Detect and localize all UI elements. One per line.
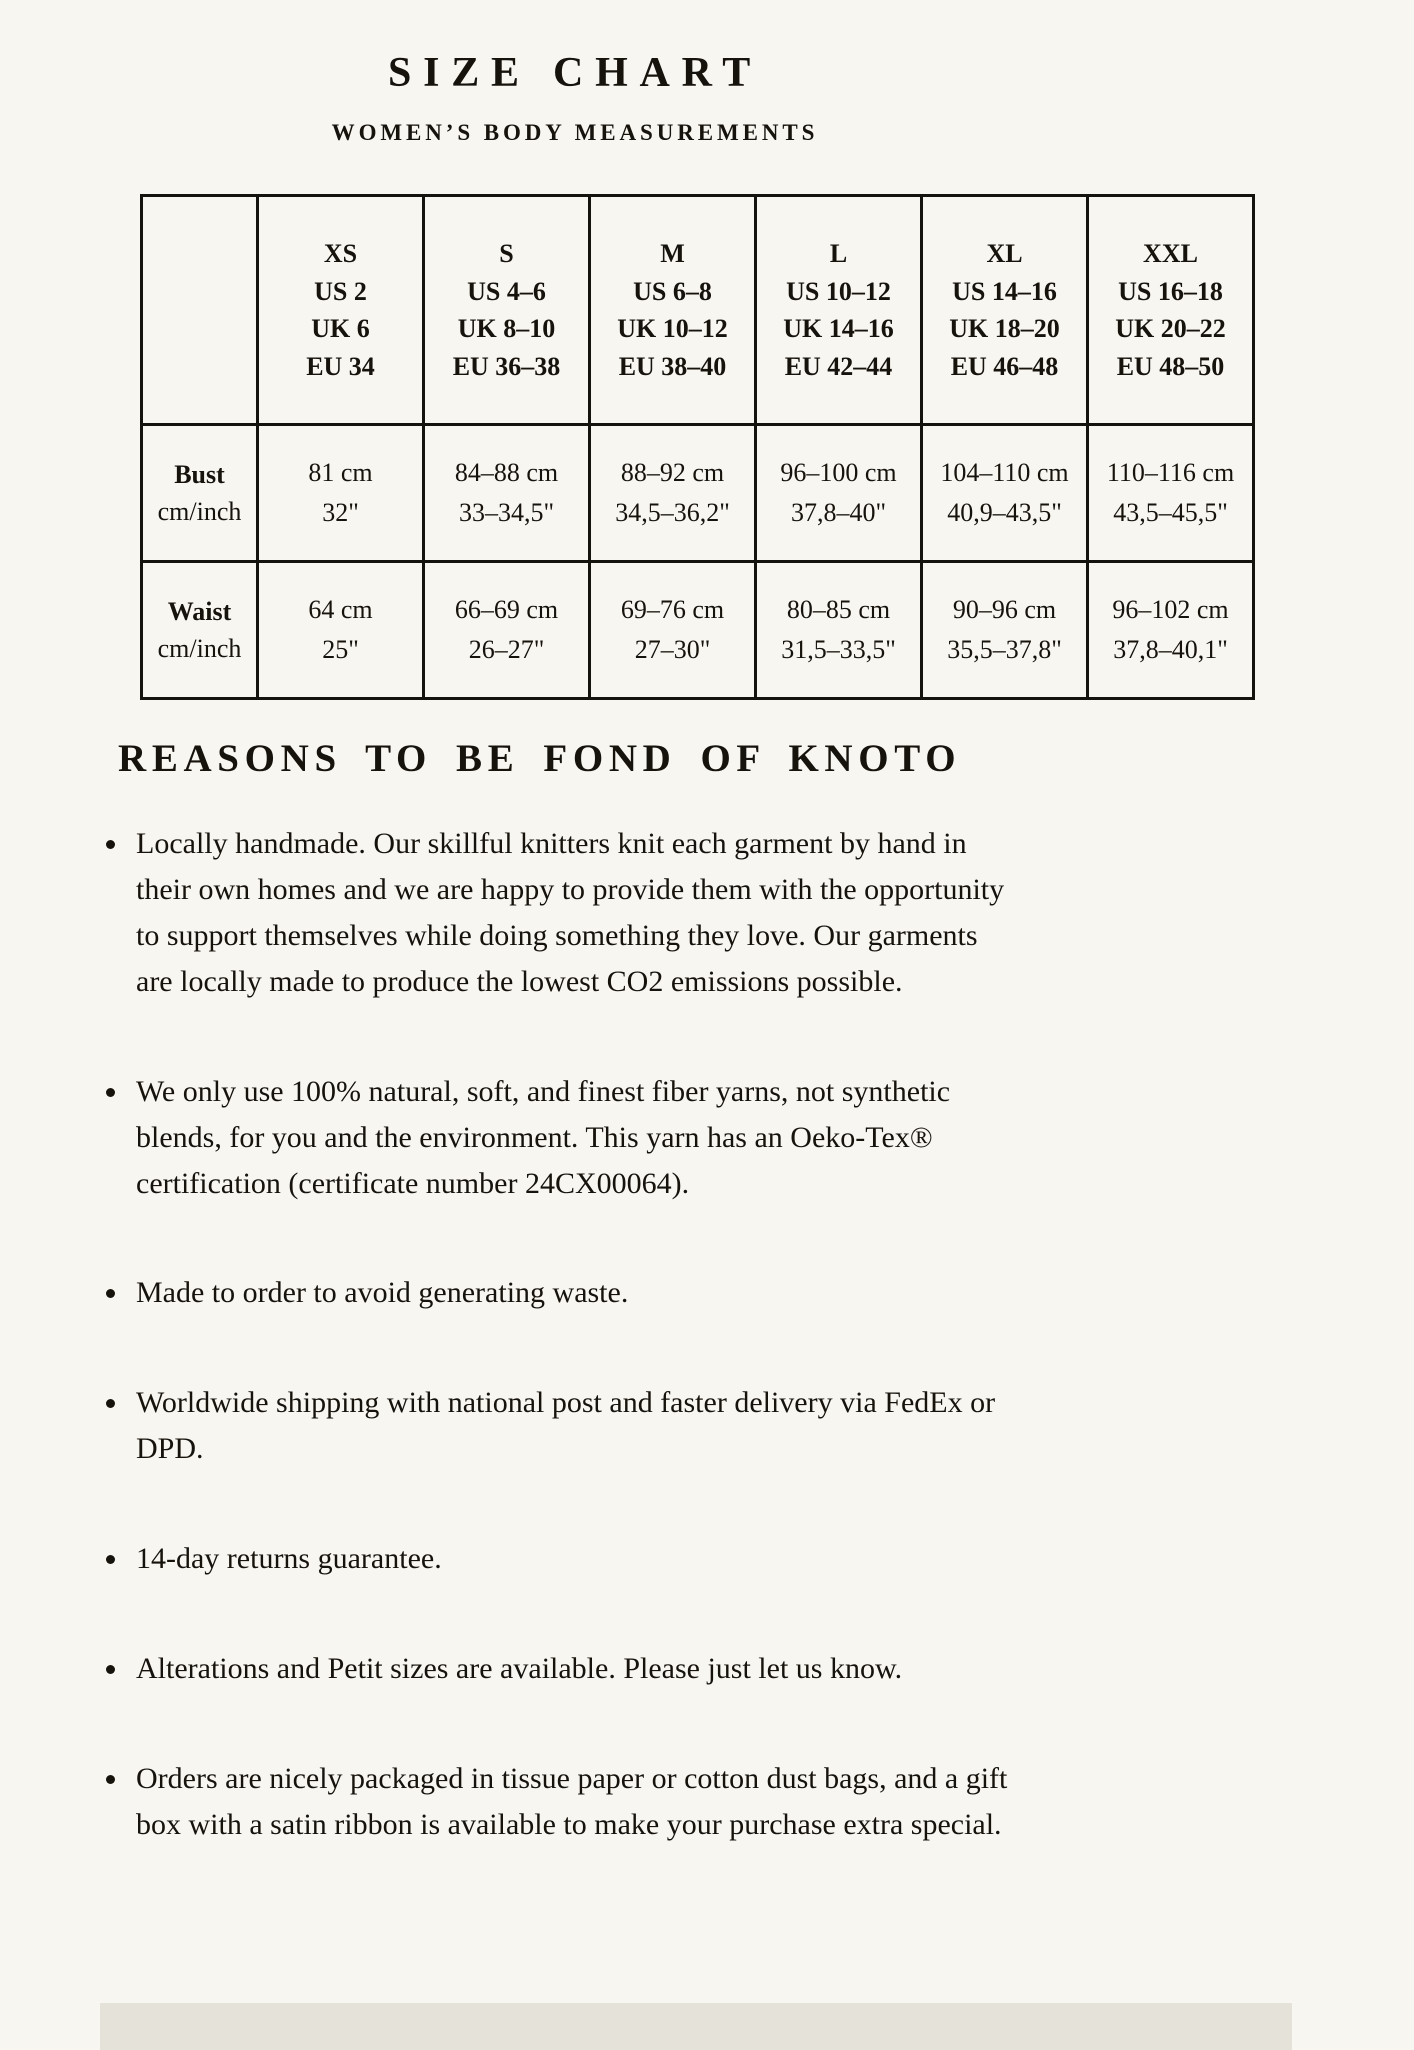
size-label: L [829, 238, 848, 268]
inch-value: 26–27" [468, 635, 545, 665]
waist-cell-xl [922, 562, 1088, 699]
us-size: US 2 [314, 276, 367, 306]
inch-value: 33–34,5" [458, 498, 555, 528]
eu-size: EU 48–50 [1116, 351, 1225, 381]
size-label: S [499, 238, 514, 268]
size-column-header-l [756, 196, 922, 425]
inch-value: 34,5–36,2" [615, 498, 730, 528]
cm-value: 110–116 cm [1106, 457, 1235, 487]
size-column-header-xs [258, 196, 424, 425]
inch-value: 40,9–43,5" [947, 498, 1062, 528]
size-chart-table [140, 194, 1255, 700]
size-header-row [142, 196, 1254, 425]
eu-size: EU 36–38 [452, 351, 561, 381]
uk-size: UK 14–16 [783, 314, 894, 344]
waist-cell-m [590, 562, 756, 699]
size-label: M [660, 238, 685, 268]
waist-row [142, 562, 1254, 699]
inch-value: 37,8–40,1" [1113, 635, 1228, 665]
size-chart-page [0, 50, 1414, 2050]
reasons-list [100, 821, 1012, 1847]
uk-size: UK 8–10 [457, 314, 556, 344]
inch-value: 37,8–40" [790, 498, 887, 528]
footer-band [100, 2003, 1292, 2050]
inch-value: 31,5–33,5" [781, 635, 896, 665]
eu-size: EU 34 [306, 351, 375, 381]
cm-value: 69–76 cm [620, 594, 725, 624]
us-size: US 4–6 [467, 276, 546, 306]
size-column-header-xxl [1088, 196, 1254, 425]
us-size: US 10–12 [786, 276, 891, 306]
cm-value: 90–96 cm [952, 594, 1057, 624]
waist-cell-l [756, 562, 922, 699]
reasons-heading: REASONS TO BE FOND OF KNOTO [118, 737, 962, 781]
cm-value: 64 cm [308, 594, 373, 624]
us-size: US 6–8 [633, 276, 712, 306]
bust-cell-m [590, 425, 756, 562]
page-title: SIZE CHART [387, 50, 763, 96]
bust-cell-s [424, 425, 590, 562]
row-label-name: Bust [174, 459, 225, 489]
reason-item-made-to-order: • Made to order to avoid generating waste. [130, 1270, 1012, 1316]
size-column-header-s [424, 196, 590, 425]
size-label: XS [323, 238, 358, 268]
cm-value: 66–69 cm [454, 594, 559, 624]
cm-value: 96–100 cm [780, 457, 897, 487]
inch-value: 32" [322, 498, 359, 528]
reason-item-locally-handmade: • Locally handmade. Our skillful knitters knit each garment by hand in their own homes and we are happy to provide them with the opportunity to support themselves while doing something they love. Our garments are locally made to produce the lowest CO2 emissions possible. [130, 821, 1012, 1005]
cm-value: 80–85 cm [786, 594, 891, 624]
bust-cell-l [756, 425, 922, 562]
cm-value: 96–102 cm [1112, 594, 1229, 624]
reason-item-worldwide-shipping: • Worldwide shipping with national post and faster delivery via FedEx or DPD. [130, 1380, 1012, 1472]
uk-size: UK 20–22 [1115, 314, 1226, 344]
cm-value: 88–92 cm [620, 457, 725, 487]
uk-size: UK 18–20 [949, 314, 1060, 344]
uk-size: UK 10–12 [617, 314, 728, 344]
corner-cell [142, 196, 258, 425]
row-label-name: Waist [167, 596, 232, 626]
reason-item-returns-guarantee: • 14-day returns guarantee. [130, 1536, 1012, 1582]
size-column-header-m [590, 196, 756, 425]
reason-item-alterations: • Alterations and Petit sizes are available. Please just let us know. [130, 1646, 1012, 1692]
reason-item-packaging: • Orders are nicely packaged in tissue paper or cotton dust bags, and a gift box with a satin ribbon is available to make your purchase extra special. [130, 1756, 1012, 1848]
waist-cell-s [424, 562, 590, 699]
cm-value: 104–110 cm [940, 457, 1069, 487]
inch-value: 27–30" [634, 635, 711, 665]
bust-cell-xl [922, 425, 1088, 562]
title-block [100, 50, 1050, 146]
bust-row [142, 425, 1254, 562]
bust-cell-xs [258, 425, 424, 562]
cm-value: 84–88 cm [454, 457, 559, 487]
reason-item-natural-yarns: • We only use 100% natural, soft, and finest fiber yarns, not synthetic blends, for you and the environment. This yarn has an Oeko-Tex® certification (certificate number 24CX00064). [130, 1069, 1012, 1207]
row-label-unit: cm/inch [157, 497, 242, 527]
eu-size: EU 46–48 [950, 351, 1059, 381]
us-size: US 16–18 [1118, 276, 1223, 306]
cm-value: 81 cm [308, 457, 373, 487]
bust-cell-xxl [1088, 425, 1254, 562]
inch-value: 35,5–37,8" [947, 635, 1062, 665]
inch-value: 25" [322, 635, 359, 665]
uk-size: UK 6 [311, 314, 370, 344]
us-size: US 14–16 [952, 276, 1057, 306]
row-label-bust [142, 425, 258, 562]
eu-size: EU 42–44 [784, 351, 893, 381]
waist-cell-xs [258, 562, 424, 699]
size-label: XXL [1143, 238, 1198, 268]
row-label-unit: cm/inch [157, 634, 242, 664]
eu-size: EU 38–40 [618, 351, 727, 381]
page-subtitle: WOMEN’S BODY MEASUREMENTS [331, 120, 819, 146]
size-column-header-xl [922, 196, 1088, 425]
waist-cell-xxl [1088, 562, 1254, 699]
row-label-waist [142, 562, 258, 699]
size-label: XL [986, 238, 1023, 268]
inch-value: 43,5–45,5" [1113, 498, 1228, 528]
